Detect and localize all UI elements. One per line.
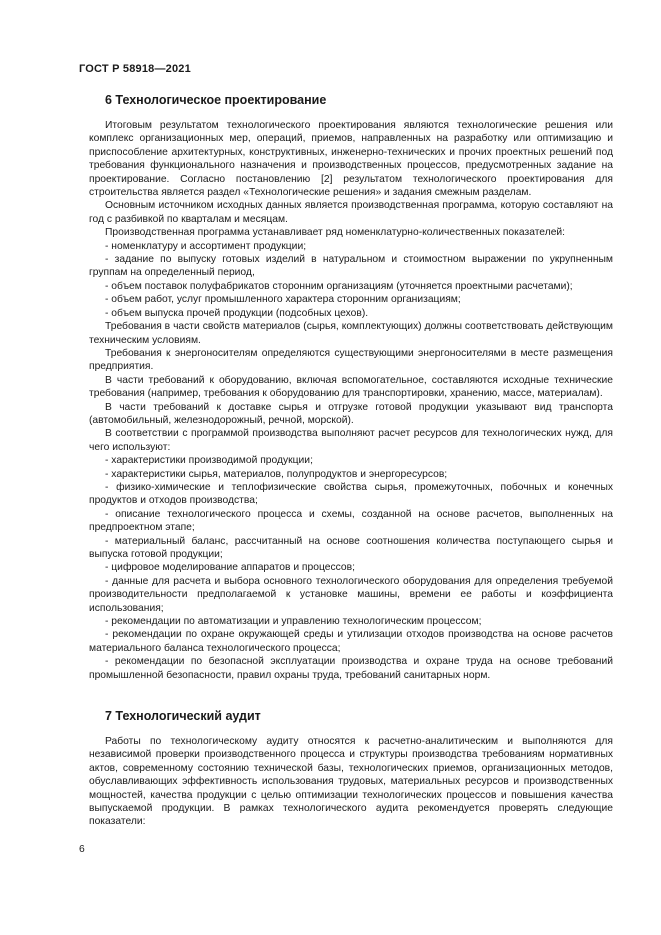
paragraph: Производственная программа устанавливает ряд номенклатурно-количественных показателей: [105,227,566,239]
paragraph: - задание по выпуску готовых изделий в натуральном и стоимостном выражении по укрупненным группам на определенный период, [89,254,613,279]
paragraph: - объем работ, услуг промышленного характера сторонним организациям; [105,294,461,306]
paragraph: Основным источником исходных данных является производственная программа, которую составляют на год с разбивкой по кварталам и месяцам. [89,200,613,225]
paragraph: - материальный баланс, рассчитанный на основе соотношения количества поступающего сырья и выпуска готовой продукции; [89,535,613,560]
paragraph: Требования к энергоносителям определяются существующими энергоносителями в месте размещения предприятия. [89,347,613,373]
paragraph: В части требований к доставке сырья и отгрузке готовой продукции указывают вид транспорта (автомобильный, железнодорожный, речной, морской). [89,401,613,426]
paragraph: Работы по технологическому аудиту относятся к расчетно-аналитическим и выполняются для независимой проверки производственного процесса и структуры производства требованиям нормативных актов, современному состоянию технической базы, технологических приемов, организационных методов, обуславливающих эффективность использования трудовых, материальных ресурсов и производственных мощностей, качества продукции с целью оптимизации технологических процессов и повышения качества выпускаемой продукции. В рамках технологического аудита рекомендуется проверять следующие показатели: [89,736,613,828]
paragraph: - данные для расчета и выбора основного технологического оборудования для определения требуемой производительности предполагаемой к установке машины, времени ее работы и коэффициента использования; [89,575,613,614]
paragraph: - объем поставок полуфабрикатов сторонним организациям (уточняется проектными расчетами); [105,280,573,292]
section-7 [89,708,613,829]
section-6-body [89,119,613,682]
section-6-title: 6 Технологическое проектирование [105,93,327,107]
paragraph: - рекомендации по автоматизации и управлению технологическим процессом; [105,616,482,628]
document-header: ГОСТ Р 58918—2021 [79,63,191,75]
section-7-body [89,735,613,829]
paragraph: - описание технологического процесса и схемы, созданной на основе расчетов, выполненных на предпроектном этапе; [89,508,613,534]
paragraph: В части требований к оборудованию, включая вспомогательное, составляются исходные технические требования (например, требования к оборудованию для транспортировки, хранению, массе, материалам). [89,374,613,400]
paragraph: - цифровое моделирование аппаратов и процессов; [105,562,355,574]
section-6 [89,92,613,682]
paragraph: - характеристики производимой продукции; [105,455,313,467]
page-number: 6 [79,844,85,855]
paragraph: - номенклатуру и ассортимент продукции; [105,240,307,252]
paragraph: - рекомендации по охране окружающей среды и утилизации отходов производства на основе расчетов материального баланса технологического процесса; [89,629,613,654]
paragraph: В соответствии с программой производства выполняют расчет ресурсов для технологических нужд, для чего используют: [89,428,613,453]
paragraph: - объем выпуска прочей продукции (подсобных цехов). [105,307,369,319]
paragraph: - рекомендации по безопасной эксплуатации производства и охране труда на основе требований промышленной безопасности, правил охраны труда, требований санитарных норм. [89,656,613,681]
paragraph: - характеристики сырья, материалов, полупродуктов и энергоресурсов; [105,468,448,480]
paragraph: Требования в части свойств материалов (сырья, комплектующих) должны соответствовать действующим техническим условиям. [89,321,613,346]
section-7-title: 7 Технологический аудит [105,709,261,723]
paragraph: Итоговым результатом технологического проектирования являются технологические решения или комплекс организационных мер, операций, приемов, направленных на разработку или оптимизацию и приспособление архитектурных, конструктивных, инженерно-технических и прочих проектных решений под требования функционального назначения и производственных процессов, предусмотренных задание на проектирование. Согласно постановлению [2] результатом технологического проектирования для строительства является раздел «Технологические решения» и задания смежным разделам. [89,120,613,199]
paragraph: - физико-химические и теплофизические свойства сырья, промежуточных, побочных и конечных продуктов и отходов производства; [89,481,613,507]
